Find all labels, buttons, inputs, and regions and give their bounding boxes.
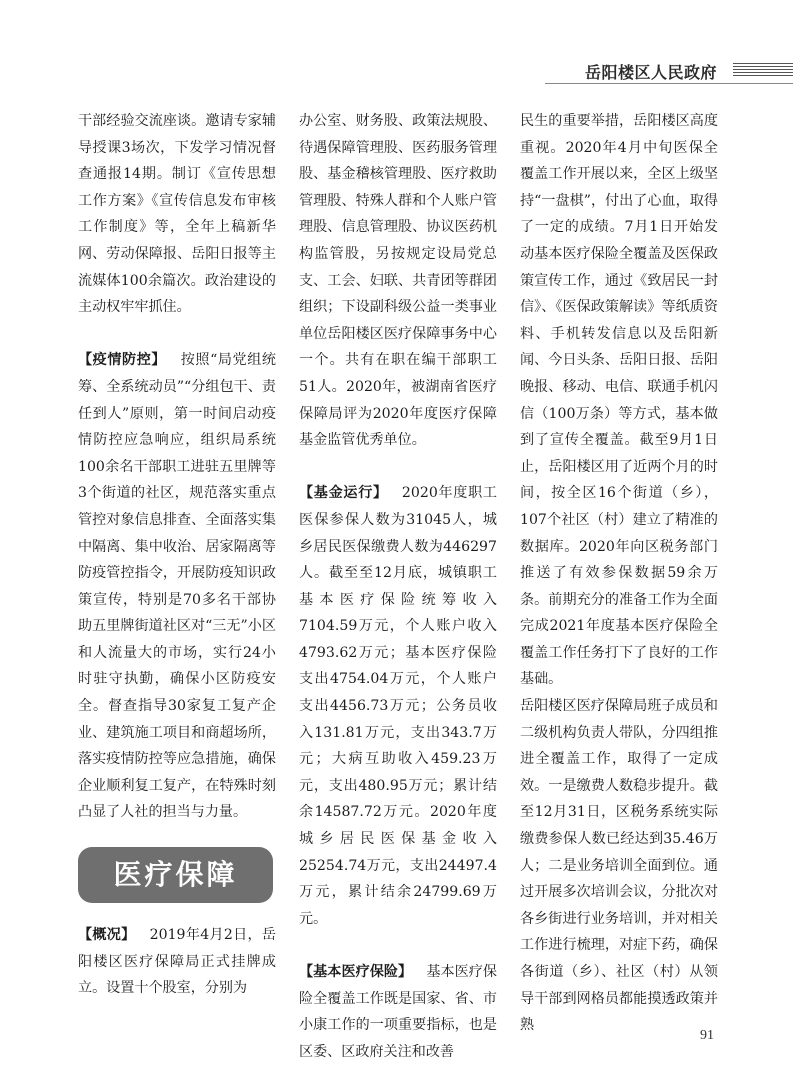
- section-heading-box: [78, 847, 273, 903]
- paragraph: 干部经验交流座谈。邀请专家辅导授课3场次，下发学习情况督查通报14期。制订《宣传思想工作方案》《宣传信息发布审核工作制度》等，全年上稿新华网、劳动保障报、岳阳日报等主流媒体100余篇次。政治建设的主动权牢牢抓住。: [78, 113, 276, 316]
- text-column-1: [78, 108, 276, 1002]
- text-column-2: [299, 108, 497, 1065]
- section-label: 【概况】: [78, 927, 136, 944]
- paragraph: 民生的重要举措，岳阳楼区高度重视。2020年4月中旬医保全覆盖工作开展以来，全区上级坚持“一盘棋”，付出了心血，取得了一定的成绩。7月1日开始发动基本医疗保险全覆盖及医保政策宣传工作，通过《致居民一封信》、《医保政策解读》等纸质资料、手机转发信息以及岳阳新闻、今日头条、岳阳日报、岳阳晚报、移动、电信、联通手机闪信（100万条）等方式，基本做到了宣传全覆盖。截至9月1日止，岳阳楼区用了近两个月的时间，按全区16个街道（乡），107个社区（村）建立了精准的数据库。2020年向区税务部门推送了有效参保数据59余万条。前期充分的准备工作为全面完成2021年度基本医疗保险全覆盖工作任务打下了良好的工作基础。: [520, 113, 718, 688]
- running-header: [545, 56, 793, 86]
- paragraph: 办公室、财务股、政策法规股、待遇保障管理股、医药服务管理股、基金稽核管理股、医疗救助管理股、特殊人群和个人账户管理股、信息管理股、协议医药机构监管股，另按规定设局党总支、工会、妇联、共青团等群团组织；下设副科级公益一类事业单位岳阳楼区医疗保障事务中心一个。共有在职在编干部职工51人。2020年，被湖南省医疗保障局评为2020年度医疗保障基金监管优秀单位。: [299, 113, 497, 449]
- text-column-3: [520, 108, 718, 1039]
- header-title: 岳阳楼区人民政府: [585, 63, 718, 82]
- paragraph-text: 2019年4月2日，岳阳楼区医疗保障局正式挂牌成立。设置十个股室，分别为: [78, 927, 276, 997]
- paragraph-overview: [78, 922, 276, 1002]
- paragraph: 岳阳楼区医疗保障局班子成员和二级机构负责人带队，分四组推进全覆盖工作，取得了一定成效。一是缴费人数稳步提升。截至12月31日，区税务系统实际缴费参保人数已经达到35.46万人；二是业务培训全面到位。通过开展多次培训会议，分批次对各乡街进行业务培训，并对相关工作进行梳理，对症下药，确保各街道（乡）、社区（村）从领导干部到网格员都能摸透政策并熟: [520, 698, 718, 1034]
- paragraph-text: 基本医疗保险全覆盖工作既是国家、省、市小康工作的一项重要指标，也是区委、区政府关注和改善: [299, 964, 498, 1060]
- section-label: 【基金运行】: [299, 485, 388, 502]
- page-number: 91: [700, 1028, 714, 1043]
- paragraph-fund: [299, 480, 497, 932]
- paragraph-insurance: [299, 959, 497, 1065]
- header-rule: [545, 83, 793, 84]
- section-label: 【基本医疗保险】: [299, 964, 413, 980]
- section-heading: 医疗保障: [113, 857, 238, 891]
- section-label: 【疫情防控】: [78, 352, 167, 369]
- paragraph-epidemic: [78, 347, 276, 826]
- header-decoration-lines: [733, 63, 793, 77]
- paragraph-text: 按照“局党组统筹、全系统动员”“分组包干、责任到人”原则，第一时间启动疫情防控应急响应，组织局系统100余名干部职工进驻五里牌等3个街道的社区，规范落实重点管控对象信息排查、全面落实集中隔离、集中收治、居家隔离等防疫管控指令，开展防疫知识政策宣传，特别是70多名干部协助五里牌街道社区对“三无”小区和人流量大的市场，实行24小时驻守执勤，确保小区防疫安全。督查指导30家复工复产企业、建筑施工项目和商超场所，落实疫情防控等应急措施，确保企业顺利复工复产，在特殊时刻凸显了人社的担当与力量。: [78, 352, 276, 821]
- paragraph-text: 2020年度职工医保参保人数为31045人，城乡居民医保缴费人数为446297人。截至至12月底，城镇职工基本医疗保险统筹收入7104.59万元，个人账户收入4793.62万元；基本医疗保险支出4754.04万元，个人账户支出4456.73万元；公务员收入131.81万元，支出343.7万元；大病互助收入459.23万元，支出480.95万元；累计结余14587.72万元。2020年度城乡居民医保基金收入25254.74万元，支出24497.4万元，累计结余24799.69万元。: [299, 485, 498, 927]
